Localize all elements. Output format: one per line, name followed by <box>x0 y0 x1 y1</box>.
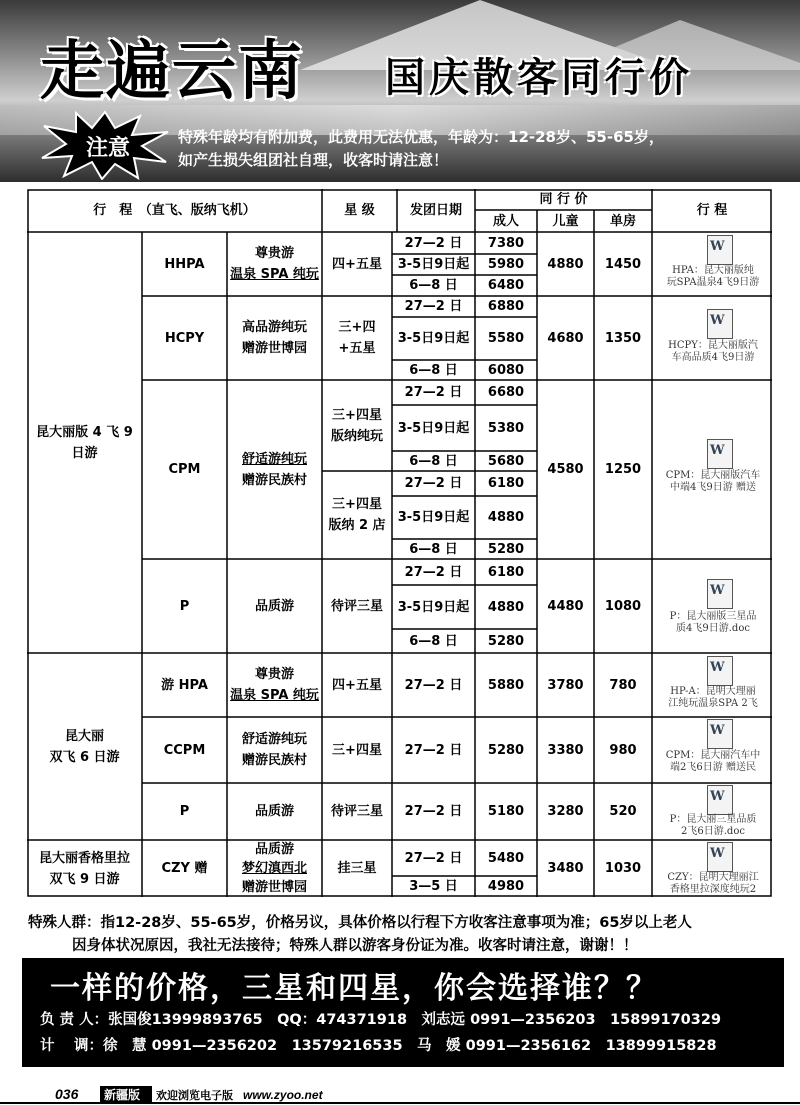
adult-price: 6180 <box>487 476 525 491</box>
adult-price: 5180 <box>487 804 525 819</box>
star-level <box>322 471 392 559</box>
itinerary-doc-link[interactable]: CPM：昆大丽汽车中 端2飞6日游 赠送民 <box>665 750 761 773</box>
product-desc <box>227 380 322 559</box>
product-desc <box>227 840 322 897</box>
star-line: 三+四星 <box>332 407 382 423</box>
star-level: 待评三星 <box>330 804 383 819</box>
word-doc-icon[interactable]: W <box>707 656 733 686</box>
star-level: 挂三星 <box>337 861 377 876</box>
adult-price: 5580 <box>487 331 525 346</box>
main-title: 走遍云南 <box>40 34 304 109</box>
product-code: CZY 赠 <box>161 861 208 876</box>
product-code: P <box>179 598 190 614</box>
adult-price: 6880 <box>487 299 525 314</box>
contact-line: 计 调：徐 慧 0991—2356202 13579216535 马 媛 0991—2356162 13899915828 <box>40 1038 717 1054</box>
adult-price: 5380 <box>487 420 525 436</box>
star-line: 版纳纯玩 <box>330 428 383 444</box>
product-desc <box>227 653 322 717</box>
star-line: 版纳 2 店 <box>328 518 386 533</box>
star-level: 四+五星 <box>332 256 382 272</box>
star-line: +五星 <box>338 341 376 356</box>
adult-price: 6480 <box>487 278 525 293</box>
star-level <box>322 296 392 380</box>
star-level: 待评三星 <box>330 598 383 614</box>
departure-date: 27—2 日 <box>404 299 463 314</box>
product-code: CCPM <box>163 742 206 758</box>
itinerary-doc-link[interactable]: CPM：昆大丽版汽车 中端4飞9日游 赠送 <box>665 470 761 493</box>
header-itinerary: 行 程 <box>696 203 728 218</box>
desc-line: 赠游世博园 <box>241 341 307 356</box>
departure-date: 3-5日9日起 <box>397 420 470 436</box>
departure-date: 27—2 日 <box>404 476 463 491</box>
adult-price: 6080 <box>487 362 525 378</box>
special-label: 特殊人群： <box>28 915 101 931</box>
itinerary-doc-link[interactable]: CZY：昆明大理丽江 香格里拉深度纯玩2 <box>667 872 759 895</box>
star-line: 三+四星 <box>332 497 382 512</box>
itinerary-doc-link[interactable]: P：昆大丽三星品质 2飞6日游.doc <box>669 814 757 837</box>
welcome-text: 欢迎浏览电子版 <box>156 1089 233 1102</box>
product-code: HCPY <box>164 330 205 346</box>
group-name <box>27 840 142 897</box>
star-line: 三+四 <box>338 320 376 335</box>
child-price: 3480 <box>547 861 584 876</box>
departure-date: 27—2 日 <box>404 850 463 866</box>
word-doc-icon[interactable]: W <box>707 309 733 339</box>
single-price: 520 <box>609 804 637 819</box>
slogan: 一样的价格，三星和四星，你会选择谁？？ <box>50 971 658 1006</box>
product-code: P <box>179 804 190 819</box>
star-level <box>322 380 392 471</box>
adult-price: 4880 <box>487 510 525 525</box>
price-table <box>27 189 772 897</box>
header-adult: 成人 <box>492 213 519 229</box>
adult-price: 5980 <box>487 257 525 272</box>
child-price: 3280 <box>547 804 584 819</box>
header-star: 星 级 <box>344 203 375 218</box>
header-date: 发团日期 <box>409 203 462 218</box>
star-level: 三+四星 <box>332 742 382 758</box>
word-doc-icon[interactable]: W <box>707 235 733 265</box>
word-doc-icon[interactable]: W <box>707 579 733 609</box>
adult-price: 4880 <box>487 599 525 615</box>
group-name-line: 双飞 6 日游 <box>49 749 120 765</box>
single-price: 780 <box>609 677 637 693</box>
word-doc-icon[interactable]: W <box>707 439 733 469</box>
departure-date: 27—2 日 <box>404 804 463 819</box>
word-doc-icon[interactable]: W <box>707 842 733 872</box>
adult-price: 6680 <box>487 385 525 400</box>
header-route: 行 程 （直飞、版纳飞机） <box>93 203 256 218</box>
contact-line: 负 责 人：张国俊13999893765 QQ：474371918 刘志远 0991—2356203 15899170329 <box>40 1012 722 1028</box>
departure-date: 27—2 日 <box>404 564 463 580</box>
group-name-line: 日游 <box>71 445 98 461</box>
desc-line: 赠游世博园 <box>241 880 307 895</box>
adult-price: 4980 <box>487 879 525 894</box>
header-peer-price: 同 行 价 <box>539 192 588 207</box>
departure-date: 3—5 日 <box>409 879 458 894</box>
itinerary-doc-link[interactable]: P：昆大丽版三星品 质4飞9日游.doc <box>669 611 757 634</box>
product-code: 游 HPA <box>161 677 208 693</box>
adult-price: 5280 <box>487 541 525 557</box>
product-code: HHPA <box>164 256 205 272</box>
departure-date: 6—8 日 <box>409 362 458 378</box>
sub-title: 国庆散客同行价 <box>385 54 693 101</box>
departure-date: 3-5日9日起 <box>397 599 470 615</box>
adult-price: 7380 <box>487 235 525 251</box>
departure-date: 6—8 日 <box>409 278 458 293</box>
child-price: 4880 <box>547 256 584 272</box>
departure-date: 27—2 日 <box>404 385 463 400</box>
adult-price: 6180 <box>487 564 525 580</box>
desc-line: 温泉 SPA 纯玩 <box>230 267 319 282</box>
adult-price: 5680 <box>487 453 525 469</box>
departure-date: 6—8 日 <box>409 633 458 649</box>
special-line: 特殊人群：指12-28岁、55-65岁，价格另议，具体价格以行程下方收客注意事项为准；65岁以上老人 <box>28 915 692 931</box>
departure-date: 3-5日9日起 <box>397 510 470 525</box>
desc-line: 高品游纯玩 <box>241 320 307 335</box>
itinerary-doc-link[interactable]: HPA：昆大丽版纯 玩SPA温泉4飞9日游 <box>666 265 760 288</box>
single-price: 1350 <box>604 330 642 346</box>
child-price: 4680 <box>547 330 584 346</box>
departure-date: 3-5日9日起 <box>397 331 470 346</box>
departure-date: 27—2 日 <box>404 677 463 693</box>
single-price: 1450 <box>604 256 642 272</box>
notice-line: 如产生损失组团社自理，收客时请注意！ <box>178 151 449 169</box>
word-doc-icon[interactable]: W <box>707 719 733 749</box>
group-name-line: 双飞 9 日游 <box>49 871 120 887</box>
child-price: 4580 <box>547 462 584 477</box>
group-name-line: 昆大丽版 4 飞 9 <box>36 424 133 440</box>
single-price: 980 <box>609 742 637 758</box>
special-line: 因身体状况原因，我社无法接待；特殊人群以游客身份证为准。收客时请注意，谢谢！！ <box>72 938 638 954</box>
group-name-line: 昆大丽香格里拉 <box>38 850 130 866</box>
child-price: 3380 <box>547 742 584 758</box>
page-number: 036 <box>55 1086 79 1102</box>
departure-date: 6—8 日 <box>409 541 458 557</box>
departure-date: 27—2 日 <box>404 235 463 251</box>
departure-date: 3-5日9日起 <box>397 257 470 272</box>
adult-price: 5880 <box>487 677 525 693</box>
word-doc-icon[interactable]: W <box>707 785 733 815</box>
single-price: 1080 <box>604 598 642 614</box>
desc-line: 梦幻滇西北 <box>241 861 307 876</box>
product-code: CPM <box>168 462 201 477</box>
notice-badge: 注意 <box>86 136 131 161</box>
departure-date: 6—8 日 <box>409 453 458 469</box>
website-link: www.zyoo.net <box>243 1088 323 1102</box>
notice-line: 特殊年龄均有附加费，此费用无法优惠，年龄为：12-28岁、55-65岁， <box>178 128 664 146</box>
product-desc: 品质游 <box>254 598 294 614</box>
adult-price: 5280 <box>487 742 525 758</box>
itinerary-doc-link[interactable]: HCPY：昆大丽版汽 车高品质4飞9日游 <box>668 340 758 363</box>
desc-line: 尊贵游 <box>254 667 294 682</box>
adult-price: 5480 <box>487 850 525 866</box>
desc-line: 舒适游纯玩 <box>241 732 307 747</box>
header-single: 单房 <box>609 213 636 229</box>
desc-line: 尊贵游 <box>254 246 294 261</box>
special-groups-note <box>28 912 788 958</box>
product-desc: 品质游 <box>254 804 294 819</box>
group-name <box>27 232 142 653</box>
desc-line: 舒适游纯玩 <box>241 451 307 467</box>
group-name <box>27 653 142 840</box>
child-price: 3780 <box>547 677 584 693</box>
group-name-line: 昆大丽 <box>64 728 104 744</box>
itinerary-doc-link[interactable]: HP-A：昆明大理丽 江纯玩温泉SPA 2飞 <box>668 686 758 709</box>
notice-text <box>178 126 664 172</box>
product-desc <box>227 296 322 380</box>
desc-line: 温泉 SPA 纯玩 <box>230 688 319 703</box>
desc-line: 赠游民族村 <box>241 472 307 488</box>
product-desc <box>227 232 322 296</box>
adult-price: 5280 <box>487 633 525 649</box>
single-price: 1030 <box>604 861 642 876</box>
desc-line: 赠游民族村 <box>241 753 307 768</box>
desc-line: 品质游 <box>254 842 294 857</box>
single-price: 1250 <box>604 462 642 477</box>
departure-date: 27—2 日 <box>404 742 463 758</box>
edition-badge: 新疆版 <box>104 1088 141 1102</box>
header-child: 儿童 <box>552 213 579 229</box>
product-desc <box>227 717 322 783</box>
star-level: 四+五星 <box>332 677 382 693</box>
child-price: 4480 <box>547 598 584 614</box>
bottom-bar <box>0 1082 800 1105</box>
